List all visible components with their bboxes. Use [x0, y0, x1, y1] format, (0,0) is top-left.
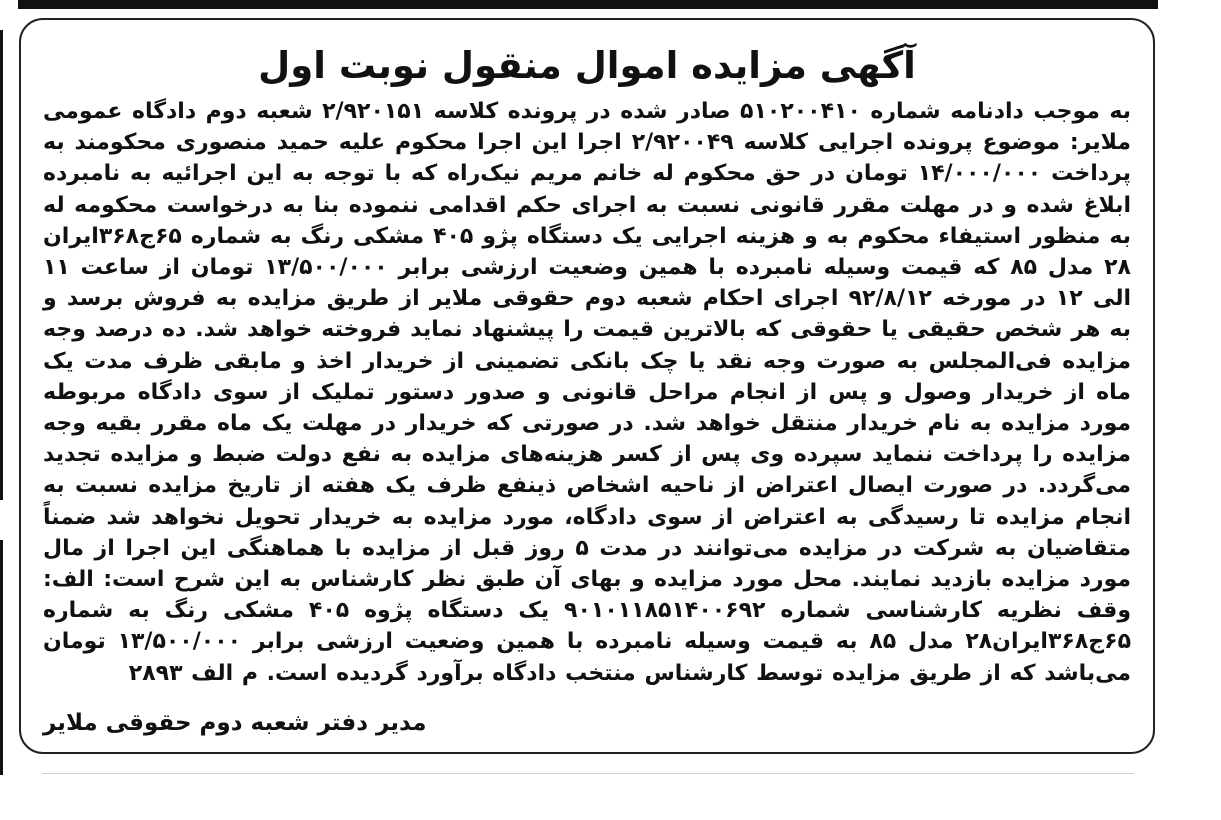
notice-body: به موجب دادنامه شماره ۵۱۰۲۰۰۴۱۰ صادر شده در پرونده کلاسه ۲/۹۲۰۱۵۱ شعبه دوم دادگاه عمومی ملایر: موضوع پرونده اجرایی کلاسه ۲/۹۲۰۰۴۹ اجرا این اجرا محکوم علیه حمید منصوری محکومند به پرداخت ۱۴/۰۰۰/۰۰۰ تومان در حق محکوم له خانم مریم نیک‌راه که با توجه به این اجرائیه به نامبرده ابلاغ شده و در مهلت مقرر قانونی نسبت به اجرای حکم اقدامی ننموده بنا به درخواست محکومه له به منظور استیفاء محکوم به و هزینه اجرایی یک دستگاه پژو ۴۰۵ مشکی رنگ به شماره ۶۵ج۳۶۸ایران ۲۸ مدل ۸۵ که قیمت وسیله نامبرده با همین وضعیت ارزشی برابر ۱۳/۵۰۰/۰۰۰ تومان از ساعت ۱۱ الی ۱۲ در مورخه ۹۲/۸/۱۲ اجرای احکام شعبه دوم حقوقی ملایر از طریق مزایده به فروش برسد و به هر شخص حقیقی یا حقوقی که بالاترین قیمت را پیشنهاد نماید فروخته خواهد شد. ده درصد وجه مزایده فی‌المجلس به صورت وجه نقد یا چک بانکی تضمینی از خریدار اخذ و مابقی ظرف مدت یک ماه از خریدار وصول و پس از انجام مراحل قانونی و صدور دستور تملیک از سوی دادگاه مربوطه مورد مزایده به نام خریدار منتقل خواهد شد. در صورتی که خریدار در مهلت یک ماه مقرر بقیه وجه مزایده را پرداخت ننماید سپرده وی پس از کسر هزینه‌های مزایده به نفع دولت ضبط و مزایده تجدید می‌گردد. در صورت ایصال اعتراض از ناحیه اشخاص ذینفع ظرف یک هفته از تاریخ مزایده نسبت به انجام مزایده تا رسیدگی به اعتراض از سوی دادگاه، مورد مزایده به خریدار تحویل نخواهد شد ضمناً متقاضیان به شرکت در مزایده می‌توانند در مدت ۵ روز قبل از مزایده با هماهنگی این اجرا از مال مورد مزایده بازدید نمایند. محل مورد مزایده و بهای آن طبق نظر کارشناس به این شرح است: الف: وقف نظریه کارشناسی شماره ۹۰۱۰۱۱۸۵۱۴۰۰۶۹۲ یک دستگاه پژوه ۴۰۵ مشکی رنگ به شماره ۶۵ج۳۶۸ایران۲۸ مدل ۸۵ به قیمت وسیله نامبرده با همین وضعیت ارزشی برابر ۱۳/۵۰۰/۰۰۰ تومان می‌باشد که از طریق مزایده توسط کارشناس منتخب دادگاه برآورد گردیده است. م الف ۲۸۹۳	[43, 99, 1131, 686]
bottom-rule	[42, 773, 1134, 774]
left-column-divider	[0, 30, 3, 500]
notice-signature: مدیر دفتر شعبه دوم حقوقی ملایر	[43, 709, 427, 736]
top-rule	[18, 0, 1158, 9]
notice-title: آگهی مزایده اموال منقول نوبت اول	[258, 44, 916, 87]
auction-notice-box	[19, 18, 1155, 754]
left-column-divider-lower	[0, 540, 3, 775]
